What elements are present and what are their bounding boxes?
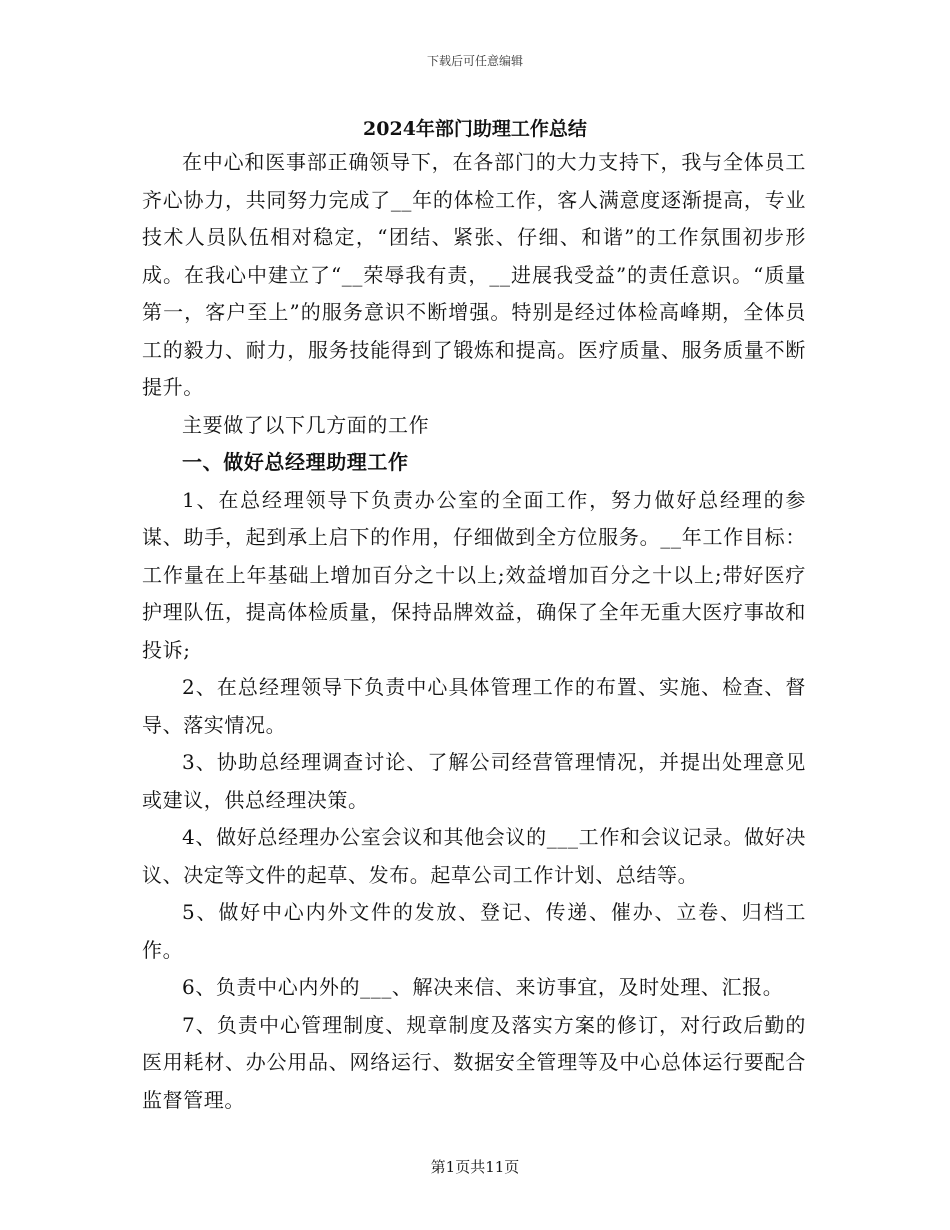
page-footer: 第1页共11页: [430, 1158, 520, 1176]
header-note: 下载后可任意编辑: [426, 54, 523, 68]
item-2: 2、在总经理领导下负责中心具体管理工作的布置、实施、检查、督导、落实情况。: [142, 675, 806, 737]
document-title: 2024年部门助理工作总结: [363, 118, 587, 140]
section-heading-1: 一、做好总经理助理工作: [182, 450, 409, 474]
document-body: [142, 144, 806, 1119]
item-7: 7、负责中心管理制度、规章制度及落实方案的修订，对行政后勤的医用耗材、办公用品、网络运行、数据安全管理等及中心总体运行要配合监督管理。: [142, 1012, 806, 1112]
item-1: 1、在总经理领导下负责办公室的全面工作，努力做好总经理的参谋、助手，起到承上启下的作用，仔细做到全方位服务。__年工作目标：工作量在上年基础上增加百分之十以上;效益增加百分之十以上;带好医疗护理队伍，提高体检质量，保持品牌效益，确保了全年无重大医疗事故和投诉;: [142, 487, 806, 662]
intro-paragraph: 在中心和医事部正确领导下，在各部门的大力支持下，我与全体员工齐心协力，共同努力完成了__年的体检工作，客人满意度逐渐提高，专业技术人员队伍相对稳定，“团结、紧张、仔细、和谐”的工作氛围初步形成。在我心中建立了“__荣辱我有责，__进展我受益”的责任意识。“质量第一，客户至上”的服务意识不断增强。特别是经过体检高峰期，全体员工的毅力、耐力，服务技能得到了锻炼和提高。医疗质量、服务质量不断提升。: [142, 150, 806, 399]
item-3: 3、协助总经理调查讨论、了解公司经营管理情况，并提出处理意见或建议，供总经理决策。: [142, 750, 806, 812]
item-4: 4、做好总经理办公室会议和其他会议的___工作和会议记录。做好决议、决定等文件的起草、发布。起草公司工作计划、总结等。: [142, 825, 806, 887]
item-6: 6、负责中心内外的___、解决来信、来访事宜，及时处理、汇报。: [182, 975, 784, 999]
summary-lead: 主要做了以下几方面的工作: [182, 412, 430, 437]
item-5: 5、做好中心内外文件的发放、登记、传递、催办、立卷、归档工作。: [142, 900, 806, 962]
